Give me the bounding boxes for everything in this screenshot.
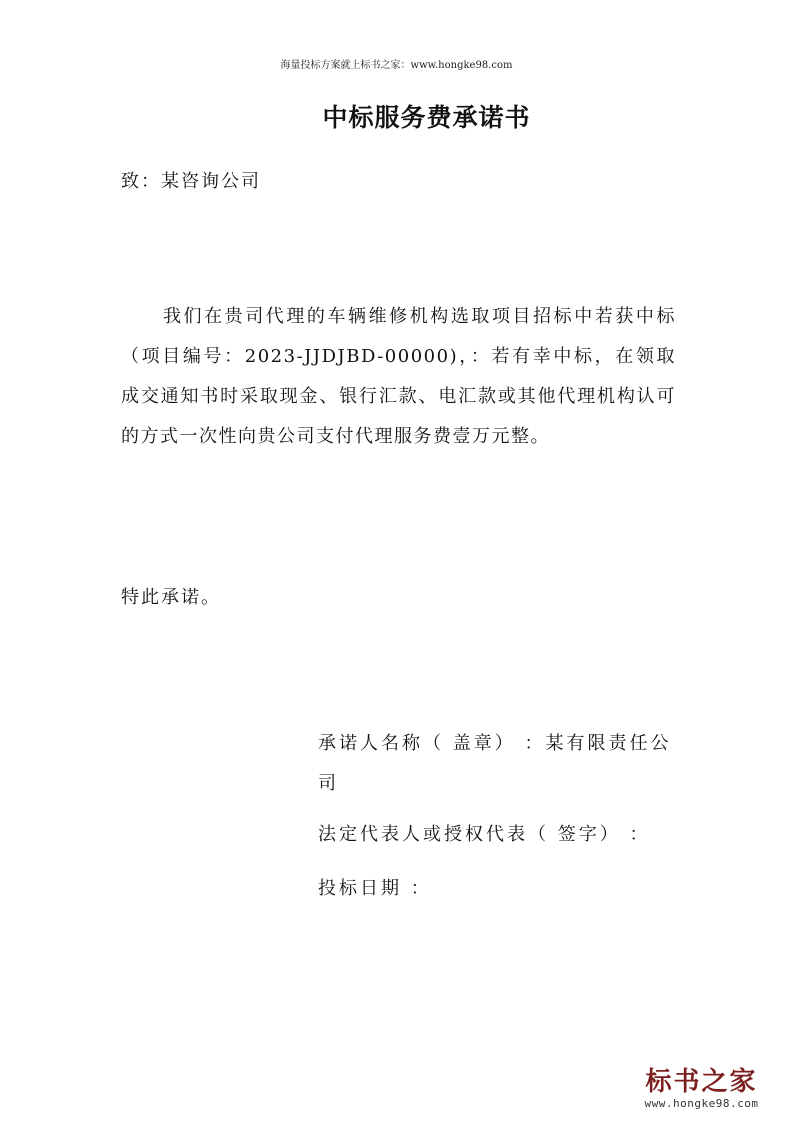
logo-text: 标书之家 — [645, 1067, 758, 1097]
header-note: 海量投标方案就上标书之家：www.hongke98.com — [280, 60, 513, 71]
site-logo — [634, 1067, 769, 1110]
representative-line: 法定代表人或授权代表（ 签字） ： — [318, 824, 651, 845]
body-paragraph: 我们在贵司代理的车辆维修机构选取项目招标中若获中标（项目编号：2023-JJDJBD-00000)，：若有幸中标，在领取成交通知书时采取现金、银行汇款、电汇款或其他代理机构认可的方式一次性向贵公司支付代理服务费壹万元整。 — [121, 306, 676, 447]
promisor-line: 承诺人名称（ 盖章） ：某有限责任公司 — [318, 733, 672, 794]
date-line: 投标日期 ： — [318, 878, 432, 899]
addressee: 致：某咨询公司 — [121, 171, 261, 192]
page-title: 中标服务费承诺书 — [322, 103, 531, 132]
logo-url: www.hongke98.com — [644, 1097, 759, 1110]
closing-line: 特此承诺。 — [121, 587, 221, 608]
